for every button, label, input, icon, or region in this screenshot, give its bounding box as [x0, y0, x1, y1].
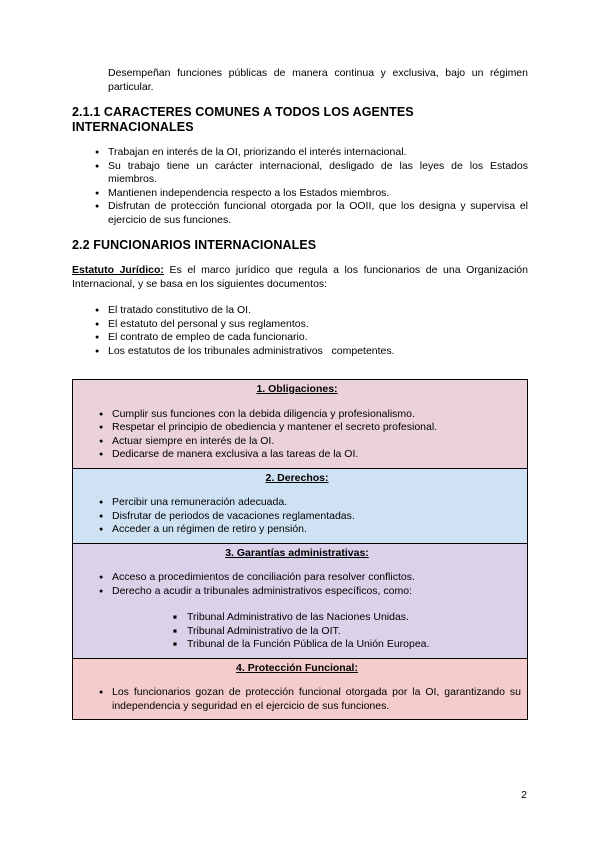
list-item-text: Mantienen independencia respecto a los Estados miembros. — [108, 186, 390, 199]
list-item-text: Actuar siempre en interés de la OI. — [112, 434, 275, 447]
list-item-text: Acceso a procedimientos de conciliación para resolver conflictos. — [112, 571, 415, 583]
list-item — [108, 331, 528, 345]
list-item-text: Disfrutan de protección funcional otorgada por la OOII, que los designa y supervisa el ejercicio de sus funciones. — [108, 200, 531, 226]
estatuto-juridico-paragraph — [72, 264, 528, 291]
list-item — [112, 496, 521, 510]
estatuto-juridico-text: Es el marco jurídico que regula a los funcionarios de una Organización Internacional, y se basa en los siguientes documentos: — [72, 264, 528, 290]
funcionarios-info-table — [72, 379, 528, 720]
list-item — [112, 421, 521, 435]
list-item-text: El estatuto del personal y sus reglamentos. — [108, 317, 309, 330]
sub-list-item-text: Tribunal de la Función Pública de la Unión Europea. — [187, 638, 430, 650]
list-item-text: Acceder a un régimen de retiro y pensión. — [112, 523, 307, 535]
list-item-text: Los funcionarios gozan de protección funcional otorgada por la OI, garantizando su independencia y seguridad en el ejercicio de sus funciones. — [112, 686, 524, 712]
list-item-text: Trabajan en interés de la OI, priorizando el interés internacional. — [108, 146, 407, 158]
list-item — [108, 187, 528, 201]
list-item — [108, 345, 528, 359]
list-item — [112, 435, 521, 449]
table-section-derechos — [73, 468, 527, 543]
table-section-header-garantias: 3. Garantías administrativas: — [225, 546, 369, 559]
list-item — [112, 408, 521, 422]
sub-list-item-text: Tribunal Administrativo de la OIT. — [187, 624, 341, 637]
heading-funcionarios-internacionales: 2.2 FUNCIONARIOS INTERNACIONALES — [72, 238, 317, 252]
table-section-list-obligaciones — [73, 408, 521, 462]
list-item — [108, 304, 528, 318]
list-item-text: El tratado constitutivo de la OI. — [108, 304, 251, 316]
list-item-text: Disfrutar de periodos de vacaciones reglamentadas. — [112, 509, 355, 522]
list-item — [112, 585, 521, 652]
table-section-list-proteccion — [73, 686, 524, 713]
list-item-text: Su trabajo tiene un carácter internacional, desligado de las leyes de los Estados miembros. — [108, 159, 531, 185]
sub-list-item-text: Tribunal Administrativo de las Naciones Unidas. — [187, 611, 409, 623]
list-item — [112, 510, 521, 524]
list-item — [112, 448, 521, 462]
sub-list-item — [187, 611, 521, 625]
table-section-list-derechos — [73, 496, 521, 537]
table-section-list-garantias — [73, 571, 521, 652]
heading-caracteres-comunes: 2.1.1 CARACTERES COMUNES A TODOS LOS AGENTES INTERNACIONALES — [72, 105, 414, 134]
list-item-text: Cumplir sus funciones con la debida diligencia y profesionalismo. — [112, 407, 415, 420]
estatuto-juridico-lead: Estatuto Jurídico: — [72, 264, 164, 276]
page-number: 2 — [521, 789, 527, 801]
list-item-text: Respetar el principio de obediencia y mantener el secreto profesional. — [112, 421, 438, 433]
list-item-text: El contrato de empleo de cada funcionario. — [108, 331, 308, 343]
list-item — [112, 686, 524, 713]
list-item-text: Percibir una remuneración adecuada. — [112, 496, 288, 508]
list-item-text: Derecho a acudir a tribunales administrativos específicos, como: — [112, 584, 412, 597]
table-section-header-derechos: 2. Derechos: — [265, 471, 329, 484]
list-item-text: Dedicarse de manera exclusiva a las tareas de la OI. — [112, 448, 359, 460]
table-section-obligaciones — [73, 380, 527, 468]
list-item — [108, 159, 531, 187]
list-item — [108, 318, 528, 332]
table-section-garantias — [73, 543, 527, 658]
sub-list-item — [187, 638, 521, 652]
caracteres-list — [72, 146, 531, 227]
table-section-proteccion — [73, 658, 527, 720]
table-section-header-proteccion: 4. Protección Funcional: — [236, 661, 358, 674]
sub-list-item — [187, 625, 521, 639]
list-item — [112, 571, 521, 585]
list-item — [108, 146, 528, 160]
documents-list — [72, 304, 528, 358]
table-section-header-obligaciones: 1. Obligaciones: — [256, 383, 338, 395]
list-item-text: Los estatutos de los tribunales administrativos competentes. — [108, 344, 395, 357]
intro-paragraph: Desempeñan funciones públicas de manera continua y exclusiva, bajo un régimen particular. — [108, 67, 528, 93]
list-item — [112, 523, 521, 537]
list-item — [108, 200, 531, 227]
sub-list — [112, 611, 521, 652]
